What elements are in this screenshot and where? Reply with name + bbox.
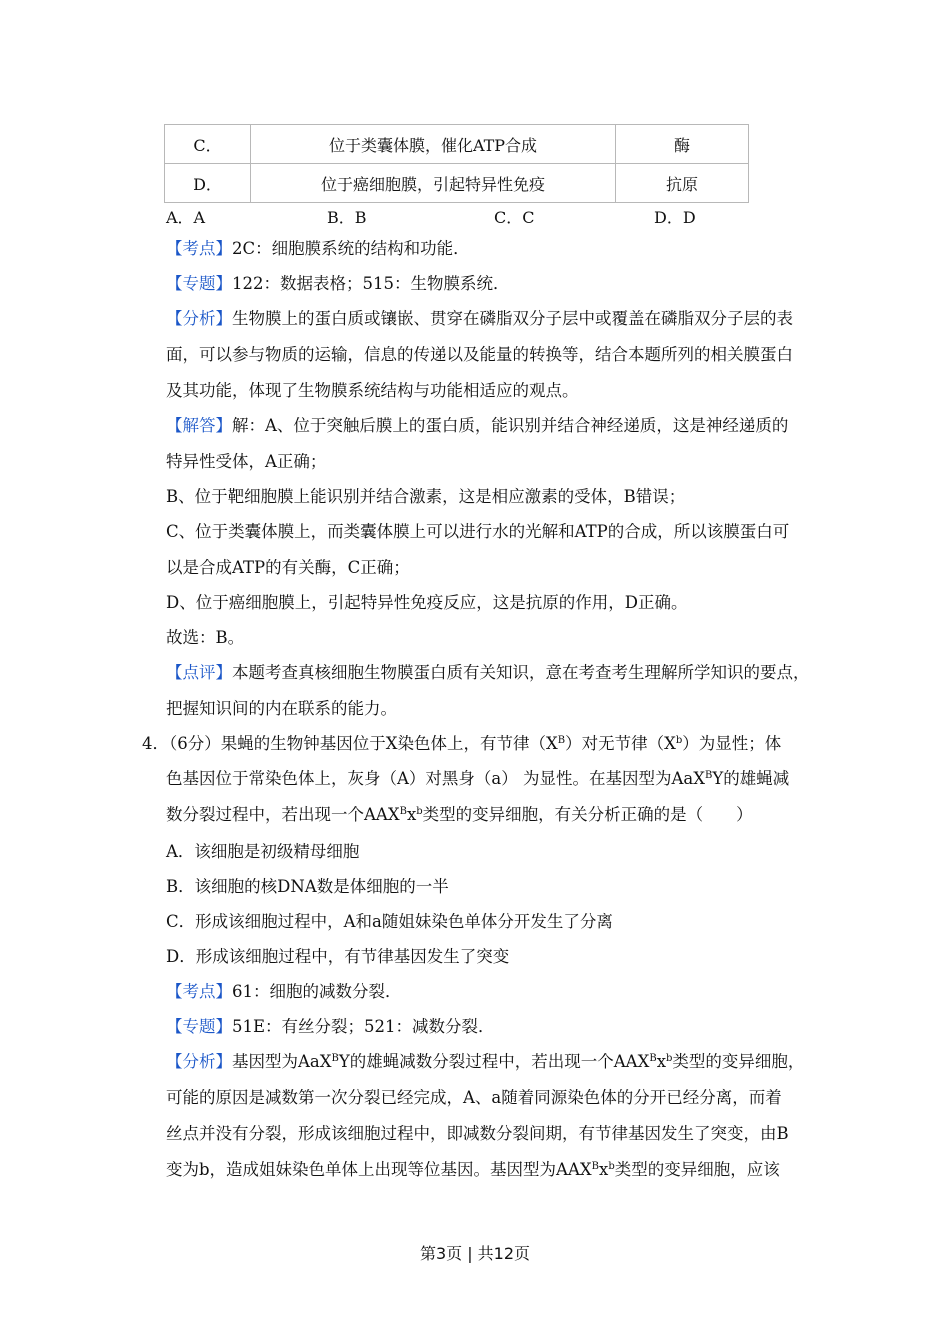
superscript: B <box>399 806 407 817</box>
q3-fenxi <box>166 308 793 330</box>
q4-option-a: A．该细胞是初级精母细胞 <box>166 842 360 861</box>
zhuanti-text: 122：数据表格；515：生物膜系统． <box>232 274 510 293</box>
q4-option-b: B．该细胞的核DNA数是体细胞的一半 <box>166 877 449 896</box>
q4-stem-line-1 <box>142 733 781 755</box>
q3-jieda-line: D、位于癌细胞膜上，引起特异性免疫反应，这是抗原的作用，D正确。 <box>166 593 688 612</box>
fenxi-text: 生物膜上的蛋白质或镶嵌、贯穿在磷脂双分子层中或覆盖在磷脂双分子层的表 <box>232 309 793 328</box>
choice-b: B．B <box>327 208 367 227</box>
row-label: C． <box>165 125 251 164</box>
q4-fenxi-line: 可能的原因是减数第一次分裂已经完成，A、a随着同源染色体的分开已经分离，而着 <box>166 1088 782 1107</box>
superscript: B <box>557 735 566 746</box>
zhuanti-text: 51E：有丝分裂；521：减数分裂． <box>232 1017 495 1036</box>
choice-d: D．D <box>654 208 696 227</box>
row-protein-name: 酶 <box>616 125 749 164</box>
q3-dianping <box>166 662 810 684</box>
fenxi-tag: 【分析】 <box>166 1052 232 1071</box>
stem-text: 色基因位于常染色体上，灰身（A）对黑身（a） 为显性。在基因型为AaX <box>166 769 705 788</box>
stem-text: Y的雄蝇减 <box>712 769 790 788</box>
choice-c: C．C <box>494 208 535 227</box>
q3-fenxi-line: 及其功能，体现了生物膜系统结构与功能相适应的观点。 <box>166 381 579 400</box>
table-row <box>165 125 749 164</box>
superscript: B <box>591 1161 599 1172</box>
answer-choices <box>166 205 766 227</box>
fenxi-text: 变为b，造成姐妹染色单体上出现等位基因。基因型为AAX <box>166 1160 592 1179</box>
jieda-tag: 【解答】 <box>166 416 232 435</box>
q3-answer: 故选：B。 <box>166 628 245 647</box>
superscript: B <box>705 770 713 781</box>
stem-text: x <box>406 805 417 824</box>
stem-text: ）为显性；体 <box>682 734 782 753</box>
superscript: b <box>675 735 683 746</box>
q3-jieda-line: 特异性受体，A正确； <box>166 452 327 471</box>
q4-fenxi <box>166 1051 804 1073</box>
q3-fenxi-line: 面，可以参与物质的运输，信息的传递以及能量的转换等，结合本题所列的相关膜蛋白 <box>166 345 793 364</box>
q3-zhuanti <box>166 273 510 295</box>
stem-text: 类型的变异细胞，有关分析正确的是（ ） <box>422 805 753 824</box>
zhuanti-tag: 【专题】 <box>166 274 232 293</box>
superscript: b <box>416 806 423 817</box>
dianping-text: 本题考查真核细胞生物膜蛋白质有关知识，意在考查考生理解所学知识的要点， <box>232 663 810 682</box>
question-number: 4． <box>142 734 169 753</box>
q3-jieda-line: C、位于类囊体膜上，而类囊体膜上可以进行水的光解和ATP的合成，所以该膜蛋白可 <box>166 522 790 541</box>
row-label: D． <box>165 164 251 203</box>
kaodian-text: 61：细胞的减数分裂． <box>232 982 402 1001</box>
kaodian-text: 2C：细胞膜系统的结构和功能． <box>232 239 470 258</box>
dianping-tag: 【点评】 <box>166 663 232 682</box>
fenxi-text: Y的雄蝇减数分裂过程中，若出现一个AAX <box>338 1052 650 1071</box>
superscript: b <box>608 1161 615 1172</box>
kaodian-tag: 【考点】 <box>166 239 232 258</box>
stem-text: ）对无节律（X <box>565 734 676 753</box>
fenxi-text: 类型的变异细胞，应该 <box>614 1160 780 1179</box>
q4-stem-line-3 <box>166 804 753 826</box>
q4-fenxi-line: 丝点并没有分裂，形成该细胞过程中，即减数分裂间期，有节律基因发生了突变，由B <box>166 1124 789 1143</box>
choice-a: A．A <box>166 208 206 227</box>
q3-dianping-line: 把握知识间的内在联系的能力。 <box>166 699 397 718</box>
q4-kaodian <box>166 981 402 1003</box>
q3-jieda <box>166 415 788 437</box>
stem-text: （6分）果蝇的生物钟基因位于X染色体上，有节律（X <box>169 734 558 753</box>
stem-text: 数分裂过程中，若出现一个AAX <box>166 805 400 824</box>
q3-kaodian <box>166 238 470 260</box>
fenxi-text: x <box>656 1052 667 1071</box>
fenxi-text: 类型的变异细胞， <box>672 1052 805 1071</box>
q3-jieda-line: 以是合成ATP的有关酶，C正确； <box>166 558 410 577</box>
fenxi-tag: 【分析】 <box>166 309 232 328</box>
fenxi-text: x <box>599 1160 609 1179</box>
q4-stem-line-2 <box>166 768 789 790</box>
q4-option-d: D．形成该细胞过程中，有节律基因发生了突变 <box>166 947 510 966</box>
q4-fenxi-line <box>166 1159 780 1181</box>
superscript: B <box>331 1053 339 1064</box>
kaodian-tag: 【考点】 <box>166 982 232 1001</box>
q3-jieda-line: B、位于靶细胞膜上能识别并结合激素，这是相应激素的受体，B错误； <box>166 487 686 506</box>
superscript: B <box>649 1053 657 1064</box>
zhuanti-tag: 【专题】 <box>166 1017 232 1036</box>
page-footer: 第3页 | 共12页 <box>419 1244 531 1263</box>
table-row <box>165 164 749 203</box>
superscript: b <box>666 1053 673 1064</box>
row-description: 位于癌细胞膜，引起特异性免疫 <box>251 164 616 203</box>
fenxi-text: 基因型为AaX <box>232 1052 332 1071</box>
row-protein-name: 抗原 <box>616 164 749 203</box>
row-description: 位于类囊体膜，催化ATP合成 <box>251 125 616 164</box>
q4-zhuanti <box>166 1016 495 1038</box>
jieda-text: 解：A、位于突触后膜上的蛋白质，能识别并结合神经递质，这是神经递质的 <box>232 416 789 435</box>
q4-option-c: C．形成该细胞过程中，A和a随姐妹染色单体分开发生了分离 <box>166 912 613 931</box>
options-table <box>164 124 749 203</box>
